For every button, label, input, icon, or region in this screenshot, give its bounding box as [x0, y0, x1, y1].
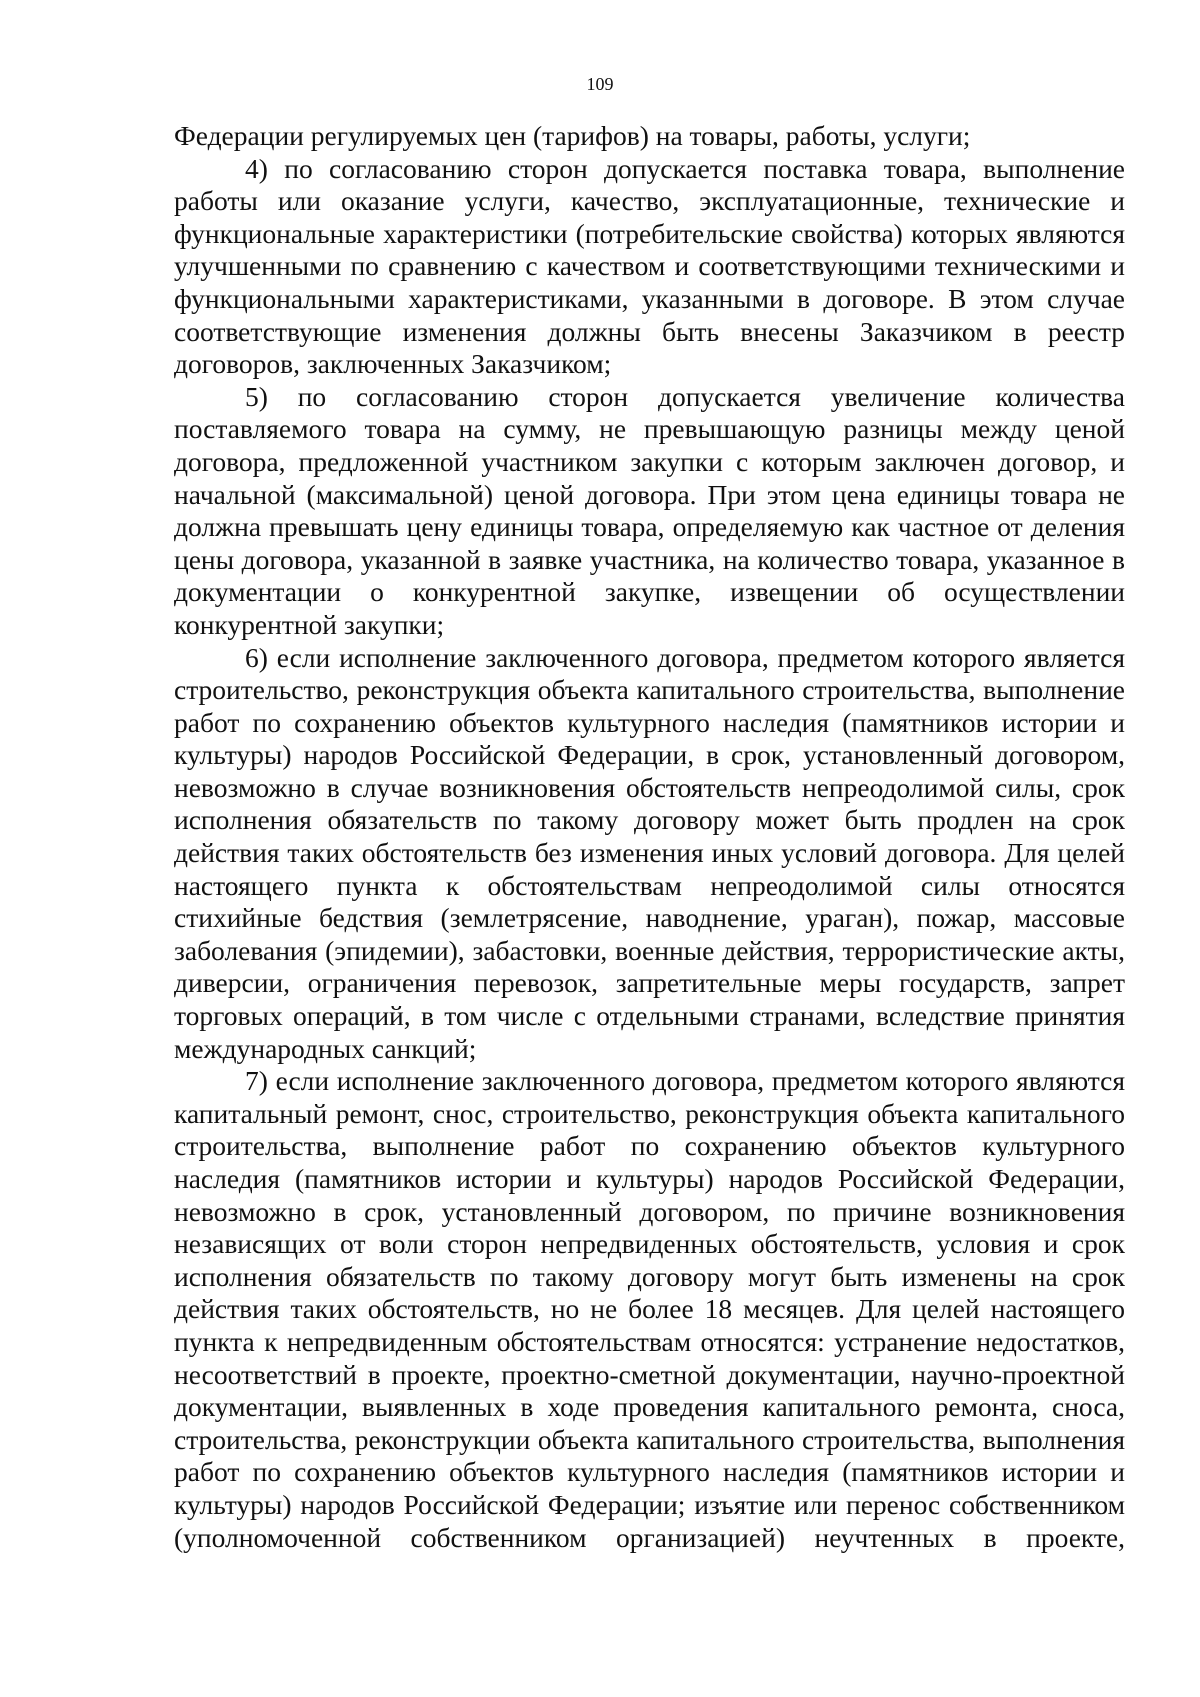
- page-number: 109: [586, 74, 614, 94]
- paragraph-item-4: 4) по согласованию сторон допускается поставка товара, выполнение работы или оказание услуги, качество, эксплуатационные, технические и функциональные характеристики (потребительские свойства) которых являются улучшенными по сравнению с качеством и соответствующими техническими и функциональными характеристиками, указанными в договоре. В этом случае соответствующие изменения должны быть внесены Заказчиком в реестр договоров, заключенных Заказчиком;: [174, 152, 1125, 380]
- paragraph-item-5: 5) по согласованию сторон допускается увеличение количества поставляемого товара на сумму, не превышающую разницы между ценой договора, предложенной участником закупки с которым заключен договор, и начальной (максимальной) ценой договора. При этом цена единицы товара не должна превышать цену единицы товара, определяемую как частное от деления цены договора, указанной в заявке участника, на количество товара, указанное в документации о конкурентной закупке, извещении об осуществлении конкурентной закупки;: [174, 380, 1125, 640]
- document-body: [174, 120, 1125, 1554]
- paragraph-item-6: 6) если исполнение заключенного договора, предметом которого является строительство, реконструкция объекта капитального строительства, выполнение работ по сохранению объектов культурного наследия (памятников истории и культуры) народов Российской Федерации, в срок, установленный договором, невозможно в случае возникновения обстоятельств непреодолимой силы, срок исполнения обязательств по такому договору может быть продлен на срок действия таких обстоятельств без изменения иных условий договора. Для целей настоящего пункта к обстоятельствам непреодолимой силы относятся стихийные бедствия (землетрясение, наводнение, ураган), пожар, массовые заболевания (эпидемии), забастовки, военные действия, террористические акты, диверсии, ограничения перевозок, запретительные меры государств, запрет торговых операций, в том числе с отдельными странами, вследствие принятия международных санкций;: [174, 641, 1125, 1064]
- paragraph-item-7: 7) если исполнение заключенного договора, предметом которого являются капитальный ремонт, снос, строительство, реконструкция объекта капитального строительства, выполнение работ по сохранению объектов культурного наследия (памятников истории и культуры) народов Российской Федерации, невозможно в срок, установленный договором, по причине возникновения независящих от воли сторон непредвиденных обстоятельств, условия и срок исполнения обязательств по такому договору могут быть изменены на срок действия таких обстоятельств, но не более 18 месяцев. Для целей настоящего пункта к непредвиденным обстоятельствам относятся: устранение недостатков, несоответствий в проекте, проектно-сметной документации, научно-проектной документации, выявленных в ходе проведения капитального ремонта, сноса, строительства, реконструкции объекта капитального строительства, выполнения работ по сохранению объектов культурного наследия (памятников истории и культуры) народов Российской Федерации; изъятие или перенос собственником (уполномоченной собственником организацией) неучтенных в проекте,: [174, 1065, 1125, 1553]
- paragraph-continuation: Федерации регулируемых цен (тарифов) на товары, работы, услуги;: [174, 120, 971, 151]
